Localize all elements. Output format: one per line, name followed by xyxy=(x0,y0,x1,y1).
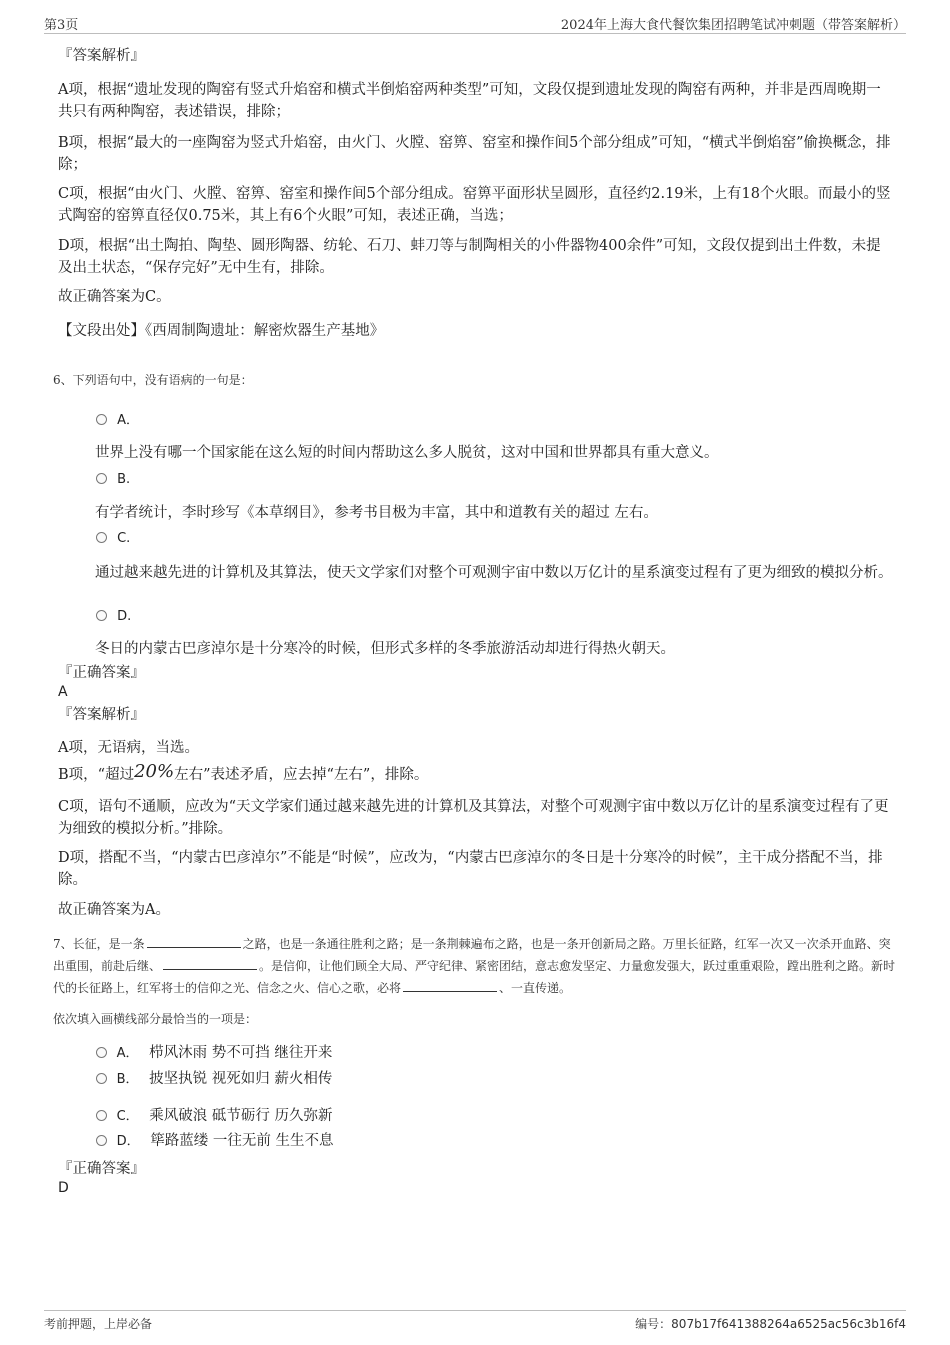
question-7-stem xyxy=(53,933,898,999)
stem-part-1: 7、长征，是一条 xyxy=(53,937,145,951)
radio-option-b[interactable] xyxy=(96,1073,107,1084)
option-d-label: D. xyxy=(117,609,132,624)
option-b-label: B． xyxy=(116,1072,139,1087)
analysis-option-a: A项，无语病，当选。 xyxy=(58,740,199,756)
option-d-label: D． xyxy=(116,1134,140,1149)
option-c-text: 乘风破浪 砥节砺行 历久弥新 xyxy=(149,1108,333,1124)
analysis-option-b: B项，根据“最大的一座陶窑为竖式升焰窑，由火门、火膛、窑箅、窑室和操作间5个部分组成”可知，“横式半倒焰窑”偷换概念，排除； xyxy=(58,135,891,173)
radio-option-d[interactable] xyxy=(96,1135,107,1146)
document-title: 2024年上海大食代餐饮集团招聘笔试冲刺题（带答案解析） xyxy=(560,18,906,33)
option-b-label: B. xyxy=(117,472,131,487)
question-6-stem: 6、下列语句中，没有语病的一句是： xyxy=(53,373,253,387)
stem-part-4: 、一直传递。 xyxy=(499,981,572,995)
analysis-conclusion: 故正确答案为A。 xyxy=(58,902,170,918)
correct-answer-value: D xyxy=(58,1180,69,1196)
option-a-text: 世界上没有哪一个国家能在这么短的时间内帮助这么多人脱贫，这对中国和世界都具有重大意义。 xyxy=(95,445,719,461)
analysis-option-d: D项，根据“出土陶拍、陶垫、圆形陶器、纺轮、石刀、蚌刀等与制陶相关的小件器物400余件”可知，文段仅提到出土件数，未提及出土状态，“保存完好”无中生有，排除。 xyxy=(58,238,881,276)
fill-blank-2 xyxy=(163,957,257,970)
radio-option-c[interactable] xyxy=(96,1110,107,1121)
analysis-option-c: C项，根据“由火门、火膛、窑箅、窑室和操作间5个部分组成。窑箅平面形状呈圆形，直径约2.19米，上有18个火眼。而最小的竖式陶窑的窑箅直径仅0.75米，其上有6个火眼”可知，表述正确，当选； xyxy=(58,186,891,224)
option-d-text: 筚路蓝缕 一往无前 生生不息 xyxy=(150,1133,334,1149)
correct-answer-label: 『正确答案』 xyxy=(58,665,145,681)
question-7-prompt: 依次填入画横线部分最恰当的一项是： xyxy=(53,1012,258,1026)
option-a-label: A． xyxy=(117,413,139,428)
radio-option-c[interactable] xyxy=(96,532,107,543)
option-d-row[interactable] xyxy=(96,1130,333,1153)
analysis-b-suffix: 左右”表述矛盾，应去掉“左右”，排除。 xyxy=(174,767,429,783)
document-code xyxy=(635,1315,906,1332)
correct-answer-value: A xyxy=(58,684,68,700)
analysis-option-d: D项，搭配不当，“内蒙古巴彦淖尔”不能是“时候”，应改为，“内蒙古巴彦淖尔的冬日是十分寒冷的时候”，主干成分搭配不当，排除。 xyxy=(58,850,883,888)
percent-formula: 20% xyxy=(134,761,175,782)
analysis-label: 『答案解析』 xyxy=(58,707,145,723)
option-c-text: 通过越来越先进的计算机及其算法，使天文学家们对整个可观测宇宙中数以万亿计的星系演变过程有了更为细致的模拟分析。 xyxy=(95,565,893,581)
option-b-row[interactable] xyxy=(96,1068,332,1091)
option-a-row[interactable] xyxy=(96,1042,332,1065)
analysis-conclusion: 故正确答案为C。 xyxy=(58,289,171,305)
option-c-label: C. xyxy=(117,531,131,546)
page-number: 第3页 xyxy=(44,18,79,33)
option-c-row[interactable] xyxy=(96,1105,333,1128)
stem-part-3: 。是信仰，让他们顾全大局、严守纪律、紧密团结，意志愈发坚定、力量愈发强大，跃过重重艰险，蹚出胜利之路。新时代的长征路上，红军将士的信仰之光、信念之火、信心之歌，必将 xyxy=(53,959,896,995)
option-c-label: C． xyxy=(116,1109,139,1124)
passage-source: 【文段出处】《西周制陶遗址：解密炊器生产基地》 xyxy=(58,323,385,339)
analysis-label: 『答案解析』 xyxy=(58,48,145,64)
radio-option-a[interactable] xyxy=(96,414,107,425)
option-d-text: 冬日的内蒙古巴彦淖尔是十分寒冷的时候，但形式多样的冬季旅游活动却进行得热火朝天。 xyxy=(95,641,675,657)
fill-blank-1 xyxy=(147,935,241,948)
stem-part-2: 之路，也是一条通往胜利之路；是一条荆棘遍布之路，也是一条开创新局之路。万里长征路，红军一次又一次杀开血路、突出重围，前赴后继、 xyxy=(53,937,891,973)
option-b-text: 披坚执锐 视死如归 薪火相传 xyxy=(149,1071,333,1087)
option-c-row[interactable] xyxy=(96,527,130,546)
radio-option-d[interactable] xyxy=(96,610,107,621)
radio-option-b[interactable] xyxy=(96,473,107,484)
fill-blank-3 xyxy=(403,979,497,992)
option-b-text: 有学者统计，李时珍写《本草纲目》，参考书目极为丰富，其中和道教有关的超过 左右。 xyxy=(95,505,658,521)
option-b-row[interactable] xyxy=(96,468,130,487)
analysis-option-a: A项，根据“遗址发现的陶窑有竖式升焰窑和横式半倒焰窑两种类型”可知，文段仅提到遗址发现的陶窑有两种，并非是西周晚期一共只有两种陶窑，表述错误，排除； xyxy=(58,82,881,120)
footer-divider xyxy=(44,1310,906,1311)
footer-slogan: 考前押题，上岸必备 xyxy=(44,1317,153,1331)
option-a-label: A． xyxy=(116,1046,139,1061)
option-a-text: 栉风沐雨 势不可挡 继往开来 xyxy=(149,1045,333,1061)
document-code-label: 编号： xyxy=(635,1317,672,1331)
analysis-option-c: C项，语句不通顺，应改为“天文学家们通过越来越先进的计算机及其算法，对整个可观测宇宙中数以万亿计的星系演变过程有了更为细致的模拟分析。”排除。 xyxy=(58,799,889,837)
option-d-row[interactable] xyxy=(96,605,131,624)
document-code-value: 807b17f641388264a6525ac56c3b16f4 xyxy=(671,1317,906,1331)
option-a-row[interactable] xyxy=(96,409,139,428)
analysis-option-b xyxy=(58,761,894,786)
header-divider xyxy=(44,33,906,34)
analysis-b-prefix: B项，“超过 xyxy=(58,767,135,783)
radio-option-a[interactable] xyxy=(96,1047,107,1058)
correct-answer-label: 『正确答案』 xyxy=(58,1161,145,1177)
